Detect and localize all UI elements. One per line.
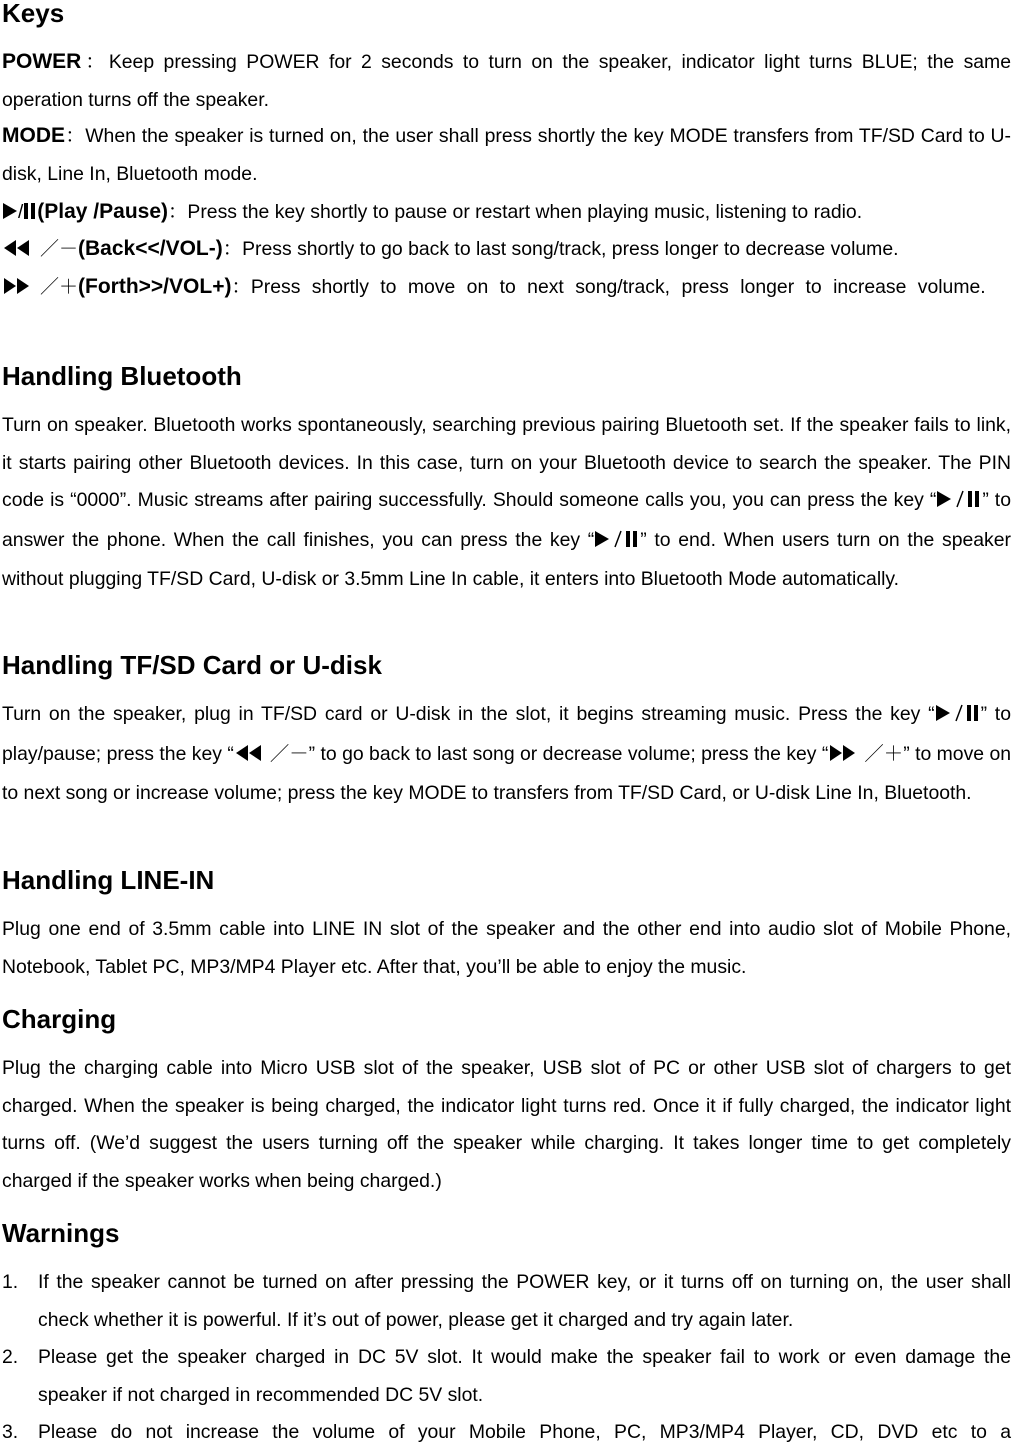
play-pause-icon bbox=[936, 484, 982, 522]
play-pause-icon bbox=[935, 698, 981, 736]
mode-key-label: MODE bbox=[2, 124, 65, 147]
back-key-label: (Back<</VOL-) bbox=[78, 237, 223, 260]
tfsd-paragraph bbox=[2, 696, 1011, 813]
list-item bbox=[2, 1264, 1011, 1339]
charging-paragraph: Plug the charging cable into Micro USB slot of the speaker, USB slot of PC or other USB slot of chargers to get charged. When the speaker is being charged, the indicator light turns red. Once it if fully charged, the indicator light turns off. (We’d suggest the users turning off the speaker while charging. It takes longer time to get completely charged if the speaker works when being charged.) bbox=[2, 1057, 1011, 1192]
play-slash: / bbox=[18, 202, 24, 223]
back-colon: ： bbox=[222, 238, 243, 260]
power-colon: ： bbox=[81, 51, 109, 73]
power-key-label: POWER bbox=[2, 50, 82, 73]
tfsd-back-separator: ／－ bbox=[269, 742, 309, 765]
warning-number: 1. bbox=[2, 1271, 19, 1293]
warnings-heading: Warnings bbox=[2, 1218, 120, 1248]
mode-paragraph bbox=[2, 117, 1011, 193]
back-paragraph bbox=[2, 230, 1011, 271]
tfsd-forth-separator: ／＋ bbox=[864, 742, 904, 765]
tfsd-text-3: ” to go back to last song or decrease volume; press the key “ bbox=[308, 742, 829, 765]
tfsd-heading: Handling TF/SD Card or U-disk bbox=[2, 650, 382, 680]
forth-key-label: (Forth>>/VOL+) bbox=[78, 275, 232, 298]
back-description: Press shortly to go back to last song/track, press longer to decrease volume. bbox=[242, 238, 899, 260]
warning-text: If the speaker cannot be turned on after pressing the POWER key, or it turns off on turning on, the user shall check whether it is powerful. If it’s out of power, please get it charged and try again later. bbox=[38, 1271, 1011, 1331]
rewind-icon bbox=[234, 738, 264, 776]
rewind-icon bbox=[2, 233, 32, 271]
bluetooth-paragraph bbox=[2, 407, 1011, 599]
warning-number: 3. bbox=[2, 1421, 19, 1443]
warning-text: Please do not increase the volume of your Mobile Phone, PC, MP3/MP4 Player, CD, DVD etc to a bbox=[38, 1421, 1011, 1443]
tfsd-text-2: ” to play/pause; press the key “ bbox=[2, 703, 1011, 765]
play-pause-icon bbox=[594, 524, 640, 562]
keys-heading: Keys bbox=[2, 0, 65, 28]
linein-heading: Handling LINE-IN bbox=[2, 865, 215, 895]
forth-description: Press shortly to move on to next song/track, press longer to increase volume. bbox=[250, 276, 986, 298]
play-colon: ： bbox=[168, 201, 188, 223]
play-pause-paragraph bbox=[2, 193, 1011, 234]
play-icon bbox=[2, 196, 18, 234]
bluetooth-heading: Handling Bluetooth bbox=[2, 361, 242, 391]
play-pause-description: Press the key shortly to pause or restart when playing music, listening to radio. bbox=[187, 201, 863, 223]
warning-number: 2. bbox=[2, 1346, 19, 1368]
list-item bbox=[2, 1339, 1011, 1414]
power-description: Keep pressing POWER for 2 seconds to turn on the speaker, indicator light turns BLUE; the same operation turns off the speaker. bbox=[2, 51, 1011, 111]
warnings-list bbox=[2, 1264, 1011, 1452]
fast-forward-icon bbox=[2, 271, 32, 309]
charging-heading: Charging bbox=[2, 1004, 117, 1034]
forth-colon: ： bbox=[231, 276, 251, 298]
bluetooth-text-2: ” to answer the phone. When the call finishes, you can press the key “ bbox=[2, 489, 1011, 551]
forth-separator: ／＋ bbox=[40, 277, 79, 298]
tfsd-text-1: Turn on the speaker, plug in TF/SD card or U-disk in the slot, it begins streaming music. Press the key “ bbox=[2, 703, 935, 725]
forth-paragraph bbox=[2, 268, 1011, 309]
warning-text: Please get the speaker charged in DC 5V slot. It would make the speaker fail to work or even damage the speaker if not charged in recommended DC 5V slot. bbox=[38, 1346, 1011, 1406]
bluetooth-text-3: ” to end. When users turn on the speaker without plugging TF/SD Card, U-disk or 3.5mm Line In cable, it enters into Bluetooth Mode automatically. bbox=[2, 528, 1011, 590]
tfsd-text-4: ” to move on to next song or increase volume; press the key MODE to transfers from TF/SD Card, or U-disk Line In, Bluetooth. bbox=[2, 742, 1012, 804]
play-pause-key-label: (Play /Pause) bbox=[37, 200, 169, 223]
back-separator: ／－ bbox=[40, 239, 79, 260]
linein-paragraph: Plug one end of 3.5mm cable into LINE IN slot of the speaker and the other end into audio slot of Mobile Phone, Notebook, Tablet PC, MP3/MP4 Player etc. After that, you’ll be able to enjoy the music. bbox=[2, 918, 1011, 978]
mode-colon: ： bbox=[65, 125, 86, 147]
fast-forward-icon bbox=[828, 738, 858, 776]
bluetooth-text-1: Turn on speaker. Bluetooth works spontaneously, searching previous pairing Bluetooth set. If the speaker fails to link, it starts pairing other Bluetooth devices. In this case, turn on your Bluetooth device to search the speaker. The PIN code is “0000”. Music streams after pairing successfully. Should someone calls you, you can press the key “ bbox=[2, 414, 1011, 511]
mode-description: When the speaker is turned on, the user shall press shortly the key MODE transfers from TF/SD Card to U-disk, Line In, Bluetooth mode. bbox=[2, 125, 1011, 185]
pause-icon bbox=[23, 196, 37, 234]
power-paragraph bbox=[2, 43, 1011, 119]
